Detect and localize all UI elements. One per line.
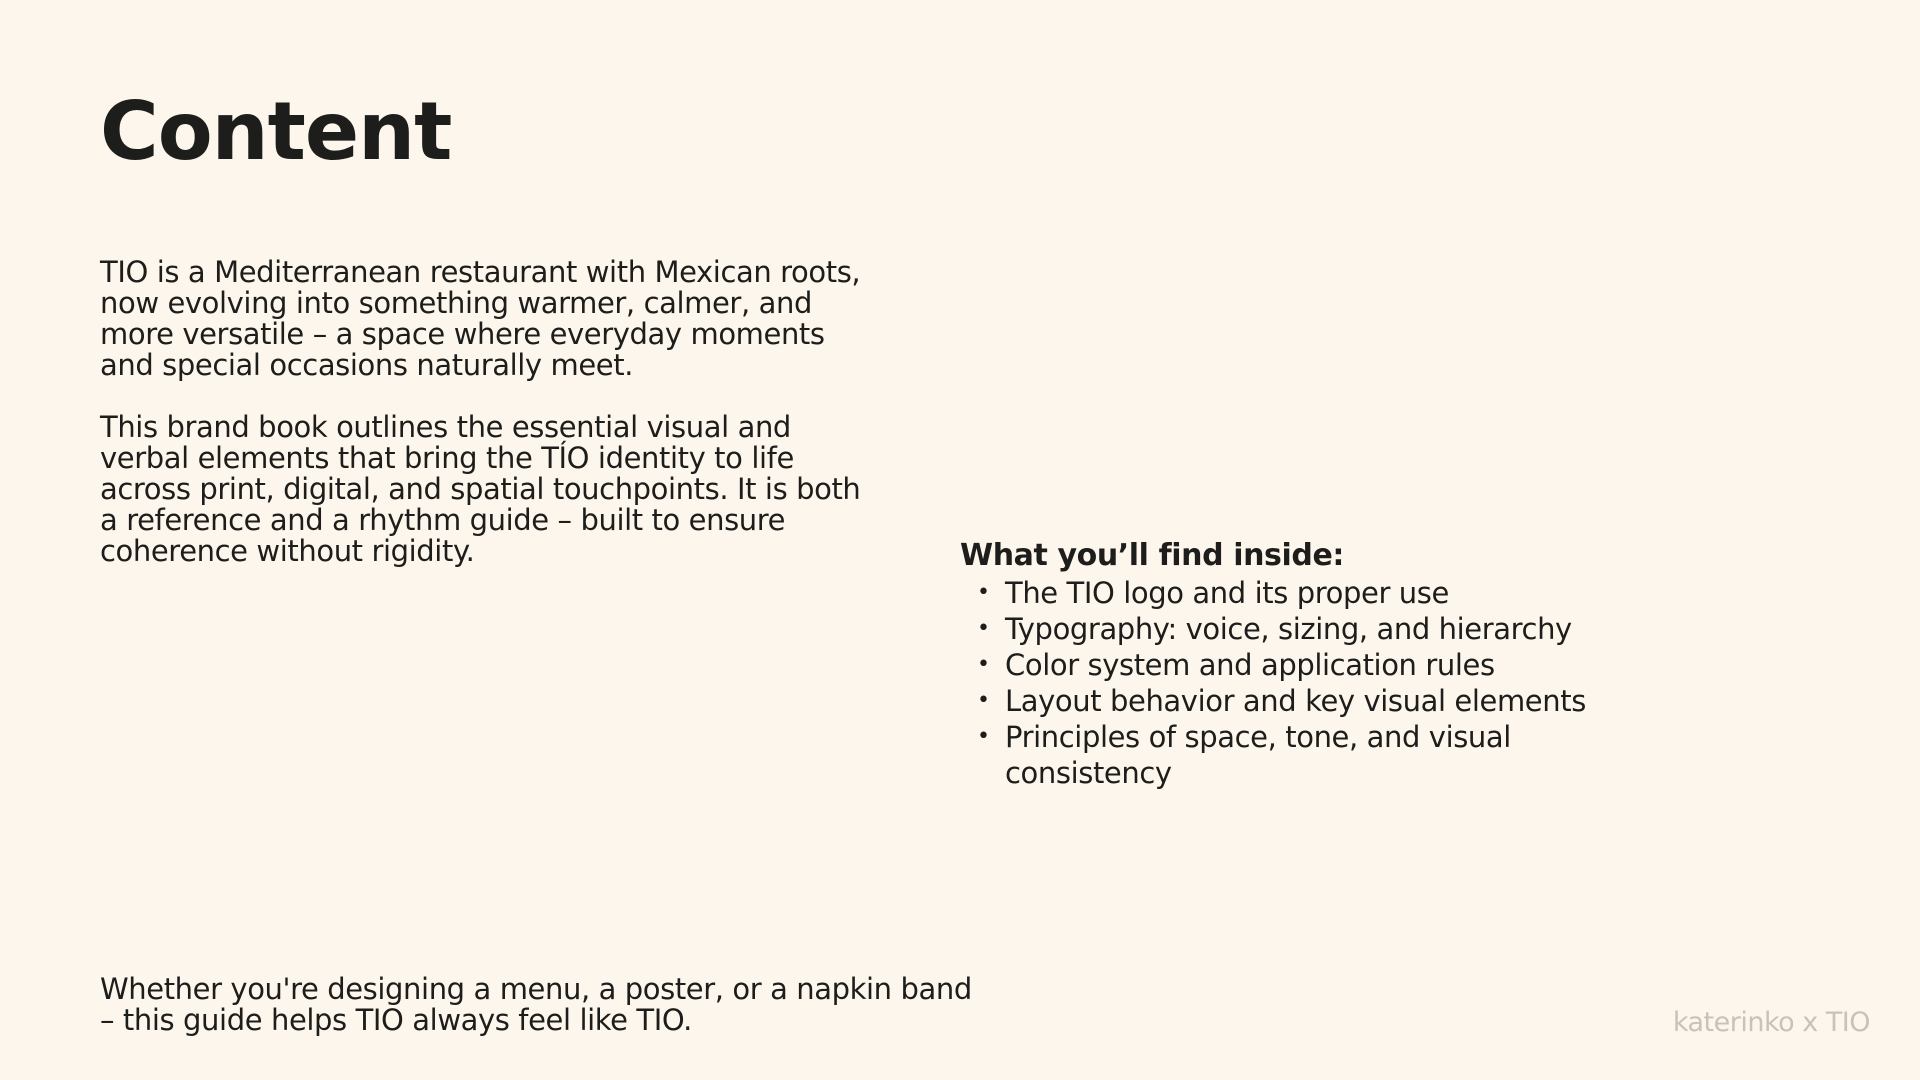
intro-paragraph-1: TIO is a Mediterranean restaurant with Mexican roots, now evolving into something warmer, calmer, and more versatile – a space where everyday moments and special occasions naturally meet.: [100, 255, 861, 382]
contents-list: [960, 575, 1680, 791]
closing-line-1: Whether you're designing a menu, a poster, or a napkin band: [100, 972, 972, 1006]
list-item: [960, 647, 1680, 683]
list-item-text: Color system and application rules: [1005, 648, 1495, 682]
credit-footer: katerinko x TIO: [1672, 1007, 1870, 1038]
list-item-text: The TIO logo and its proper use: [1005, 576, 1449, 610]
bullet-icon: •: [977, 688, 990, 713]
intro-section: [100, 257, 880, 598]
bullet-icon: •: [977, 580, 990, 605]
list-item: [960, 719, 1680, 791]
contents-list-section: [960, 537, 1680, 791]
page-title: Content: [100, 85, 452, 178]
bullet-icon: •: [977, 652, 990, 677]
list-item: [960, 611, 1680, 647]
list-item-text: Layout behavior and key visual elements: [1005, 684, 1586, 718]
closing-line-2: – this guide helps TIO always feel like TIO.: [100, 1003, 692, 1037]
closing-statement: [100, 974, 1060, 1036]
list-item: [960, 683, 1680, 719]
bullet-icon: •: [977, 616, 990, 641]
list-item-text: Principles of space, tone, and visual consistency: [1005, 720, 1511, 790]
intro-paragraph-2: This brand book outlines the essential visual and verbal elements that bring the TÍO identity to life across print, digital, and spatial touchpoints. It is both a reference and a rhythm guide – built to ensure coherence without rigidity.: [100, 410, 861, 568]
contents-list-heading: What you’ll find inside:: [960, 538, 1345, 573]
list-item: [960, 575, 1680, 611]
list-item-text: Typography: voice, sizing, and hierarchy: [1005, 612, 1572, 646]
bullet-icon: •: [977, 724, 990, 749]
